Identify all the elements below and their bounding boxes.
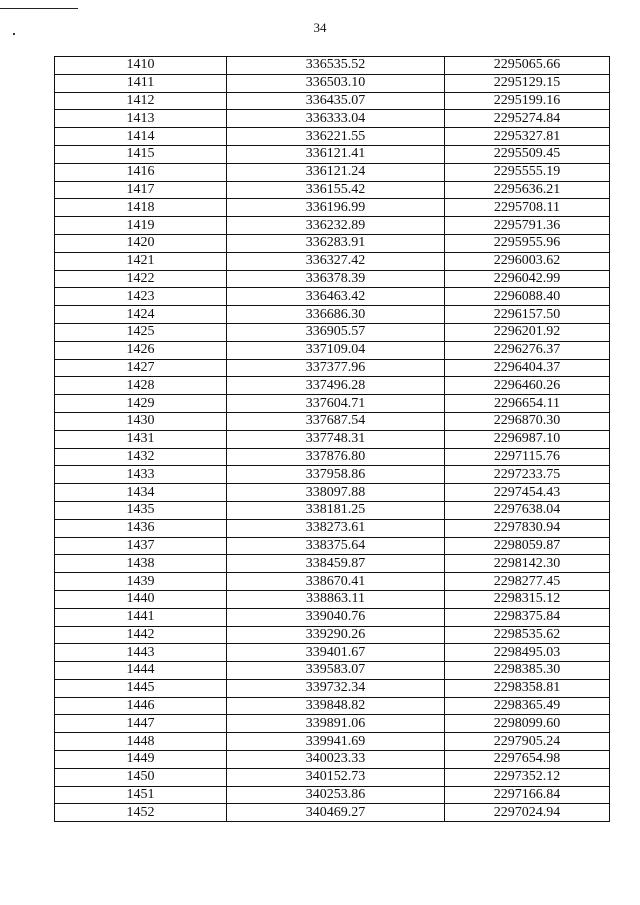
y-coordinate-cell: 2295199.16 [445, 92, 610, 110]
table-row [55, 768, 610, 786]
x-coordinate-cell: 338670.41 [227, 573, 445, 591]
y-coordinate-cell: 2295509.45 [445, 145, 610, 163]
x-coordinate-cell: 336333.04 [227, 110, 445, 128]
table-row [55, 74, 610, 92]
point-number-cell: 1422 [55, 270, 227, 288]
point-number-cell: 1423 [55, 288, 227, 306]
point-number-cell: 1449 [55, 751, 227, 769]
point-number-cell: 1411 [55, 74, 227, 92]
y-coordinate-cell: 2296460.26 [445, 377, 610, 395]
y-coordinate-cell: 2295327.81 [445, 128, 610, 146]
table-row [55, 359, 610, 377]
table-row [55, 804, 610, 822]
point-number-cell: 1442 [55, 626, 227, 644]
point-number-cell: 1445 [55, 679, 227, 697]
y-coordinate-cell: 2296042.99 [445, 270, 610, 288]
table-row [55, 306, 610, 324]
table-row [55, 644, 610, 662]
y-coordinate-cell: 2295955.96 [445, 234, 610, 252]
table-row [55, 679, 610, 697]
x-coordinate-cell: 337496.28 [227, 377, 445, 395]
x-coordinate-cell: 339583.07 [227, 662, 445, 680]
x-coordinate-cell: 336686.30 [227, 306, 445, 324]
x-coordinate-cell: 339401.67 [227, 644, 445, 662]
x-coordinate-cell: 336221.55 [227, 128, 445, 146]
point-number-cell: 1425 [55, 323, 227, 341]
x-coordinate-cell: 336463.42 [227, 288, 445, 306]
x-coordinate-cell: 339848.82 [227, 697, 445, 715]
table-row [55, 145, 610, 163]
point-number-cell: 1443 [55, 644, 227, 662]
point-number-cell: 1436 [55, 519, 227, 537]
table-row [55, 92, 610, 110]
table-row [55, 234, 610, 252]
y-coordinate-cell: 2297115.76 [445, 448, 610, 466]
x-coordinate-cell: 340023.33 [227, 751, 445, 769]
point-number-cell: 1426 [55, 341, 227, 359]
point-number-cell: 1417 [55, 181, 227, 199]
page-number: 34 [313, 20, 327, 35]
point-number-cell: 1438 [55, 555, 227, 573]
point-number-cell: 1448 [55, 733, 227, 751]
table-row [55, 199, 610, 217]
y-coordinate-cell: 2298535.62 [445, 626, 610, 644]
x-coordinate-cell: 340253.86 [227, 786, 445, 804]
y-coordinate-cell: 2297166.84 [445, 786, 610, 804]
x-coordinate-cell: 338097.88 [227, 484, 445, 502]
table-row [55, 110, 610, 128]
y-coordinate-cell: 2297638.04 [445, 501, 610, 519]
y-coordinate-cell: 2298142.30 [445, 555, 610, 573]
table-row [55, 555, 610, 573]
point-number-cell: 1410 [55, 57, 227, 75]
table-row [55, 252, 610, 270]
point-number-cell: 1450 [55, 768, 227, 786]
table-row [55, 590, 610, 608]
y-coordinate-cell: 2297905.24 [445, 733, 610, 751]
point-number-cell: 1414 [55, 128, 227, 146]
x-coordinate-cell: 338181.25 [227, 501, 445, 519]
point-number-cell: 1440 [55, 590, 227, 608]
y-coordinate-cell: 2298099.60 [445, 715, 610, 733]
point-number-cell: 1421 [55, 252, 227, 270]
x-coordinate-cell: 336155.42 [227, 181, 445, 199]
y-coordinate-cell: 2297233.75 [445, 466, 610, 484]
x-coordinate-cell: 336121.24 [227, 163, 445, 181]
y-coordinate-cell: 2298375.84 [445, 608, 610, 626]
x-coordinate-cell: 337748.31 [227, 430, 445, 448]
x-coordinate-cell: 336435.07 [227, 92, 445, 110]
y-coordinate-cell: 2295636.21 [445, 181, 610, 199]
x-coordinate-cell: 339732.34 [227, 679, 445, 697]
point-number-cell: 1447 [55, 715, 227, 733]
x-coordinate-cell: 336503.10 [227, 74, 445, 92]
point-number-cell: 1446 [55, 697, 227, 715]
table-row [55, 128, 610, 146]
table-row [55, 181, 610, 199]
y-coordinate-cell: 2296088.40 [445, 288, 610, 306]
coordinates-table [54, 56, 610, 822]
table-row [55, 57, 610, 75]
y-coordinate-cell: 2298358.81 [445, 679, 610, 697]
x-coordinate-cell: 338375.64 [227, 537, 445, 555]
y-coordinate-cell: 2297454.43 [445, 484, 610, 502]
x-coordinate-cell: 339040.76 [227, 608, 445, 626]
point-number-cell: 1413 [55, 110, 227, 128]
x-coordinate-cell: 336535.52 [227, 57, 445, 75]
y-coordinate-cell: 2298495.03 [445, 644, 610, 662]
point-number-cell: 1420 [55, 234, 227, 252]
y-coordinate-cell: 2297830.94 [445, 519, 610, 537]
y-coordinate-cell: 2296157.50 [445, 306, 610, 324]
y-coordinate-cell: 2296276.37 [445, 341, 610, 359]
y-coordinate-cell: 2298315.12 [445, 590, 610, 608]
point-number-cell: 1424 [55, 306, 227, 324]
point-number-cell: 1439 [55, 573, 227, 591]
point-number-cell: 1416 [55, 163, 227, 181]
x-coordinate-cell: 337377.96 [227, 359, 445, 377]
point-number-cell: 1430 [55, 412, 227, 430]
point-number-cell: 1433 [55, 466, 227, 484]
y-coordinate-cell: 2295129.15 [445, 74, 610, 92]
table-row [55, 697, 610, 715]
y-coordinate-cell: 2295274.84 [445, 110, 610, 128]
table-row [55, 270, 610, 288]
point-number-cell: 1434 [55, 484, 227, 502]
table-row [55, 662, 610, 680]
y-coordinate-cell: 2298385.30 [445, 662, 610, 680]
point-number-cell: 1428 [55, 377, 227, 395]
table-row [55, 412, 610, 430]
y-coordinate-cell: 2297024.94 [445, 804, 610, 822]
point-number-cell: 1412 [55, 92, 227, 110]
x-coordinate-cell: 336121.41 [227, 145, 445, 163]
y-coordinate-cell: 2296654.11 [445, 395, 610, 413]
y-coordinate-cell: 2296870.30 [445, 412, 610, 430]
x-coordinate-cell: 340469.27 [227, 804, 445, 822]
x-coordinate-cell: 338459.87 [227, 555, 445, 573]
point-number-cell: 1431 [55, 430, 227, 448]
table-row [55, 484, 610, 502]
y-coordinate-cell: 2296404.37 [445, 359, 610, 377]
x-coordinate-cell: 339891.06 [227, 715, 445, 733]
y-coordinate-cell: 2296987.10 [445, 430, 610, 448]
point-number-cell: 1427 [55, 359, 227, 377]
x-coordinate-cell: 336196.99 [227, 199, 445, 217]
corner-rule-mark [0, 8, 78, 9]
point-number-cell: 1415 [55, 145, 227, 163]
y-coordinate-cell: 2297352.12 [445, 768, 610, 786]
y-coordinate-cell: 2298277.45 [445, 573, 610, 591]
table-row [55, 323, 610, 341]
table-row [55, 573, 610, 591]
point-number-cell: 1435 [55, 501, 227, 519]
table-row [55, 217, 610, 235]
table-row [55, 466, 610, 484]
x-coordinate-cell: 336905.57 [227, 323, 445, 341]
y-coordinate-cell: 2295708.11 [445, 199, 610, 217]
table-row [55, 430, 610, 448]
x-coordinate-cell: 337687.54 [227, 412, 445, 430]
x-coordinate-cell: 336232.89 [227, 217, 445, 235]
point-number-cell: 1437 [55, 537, 227, 555]
y-coordinate-cell: 2295065.66 [445, 57, 610, 75]
point-number-cell: 1444 [55, 662, 227, 680]
x-coordinate-cell: 337109.04 [227, 341, 445, 359]
table-row [55, 715, 610, 733]
x-coordinate-cell: 338863.11 [227, 590, 445, 608]
point-number-cell: 1429 [55, 395, 227, 413]
table-row [55, 786, 610, 804]
x-coordinate-cell: 338273.61 [227, 519, 445, 537]
y-coordinate-cell: 2296201.92 [445, 323, 610, 341]
table-row [55, 377, 610, 395]
x-coordinate-cell: 336327.42 [227, 252, 445, 270]
y-coordinate-cell: 2297654.98 [445, 751, 610, 769]
table-row [55, 733, 610, 751]
coordinates-table-body [55, 57, 610, 822]
table-row [55, 608, 610, 626]
table-row [55, 501, 610, 519]
y-coordinate-cell: 2298365.49 [445, 697, 610, 715]
point-number-cell: 1419 [55, 217, 227, 235]
x-coordinate-cell: 339941.69 [227, 733, 445, 751]
y-coordinate-cell: 2295791.36 [445, 217, 610, 235]
table-row [55, 448, 610, 466]
table-row [55, 163, 610, 181]
y-coordinate-cell: 2295555.19 [445, 163, 610, 181]
y-coordinate-cell: 2296003.62 [445, 252, 610, 270]
table-row [55, 288, 610, 306]
y-coordinate-cell: 2298059.87 [445, 537, 610, 555]
point-number-cell: 1441 [55, 608, 227, 626]
point-number-cell: 1452 [55, 804, 227, 822]
x-coordinate-cell: 339290.26 [227, 626, 445, 644]
table-row [55, 751, 610, 769]
x-coordinate-cell: 340152.73 [227, 768, 445, 786]
x-coordinate-cell: 336283.91 [227, 234, 445, 252]
x-coordinate-cell: 337876.80 [227, 448, 445, 466]
point-number-cell: 1418 [55, 199, 227, 217]
point-number-cell: 1451 [55, 786, 227, 804]
table-row [55, 395, 610, 413]
point-number-cell: 1432 [55, 448, 227, 466]
x-coordinate-cell: 337958.86 [227, 466, 445, 484]
table-row [55, 626, 610, 644]
table-row [55, 341, 610, 359]
x-coordinate-cell: 337604.71 [227, 395, 445, 413]
table-row [55, 519, 610, 537]
table-row [55, 537, 610, 555]
x-coordinate-cell: 336378.39 [227, 270, 445, 288]
